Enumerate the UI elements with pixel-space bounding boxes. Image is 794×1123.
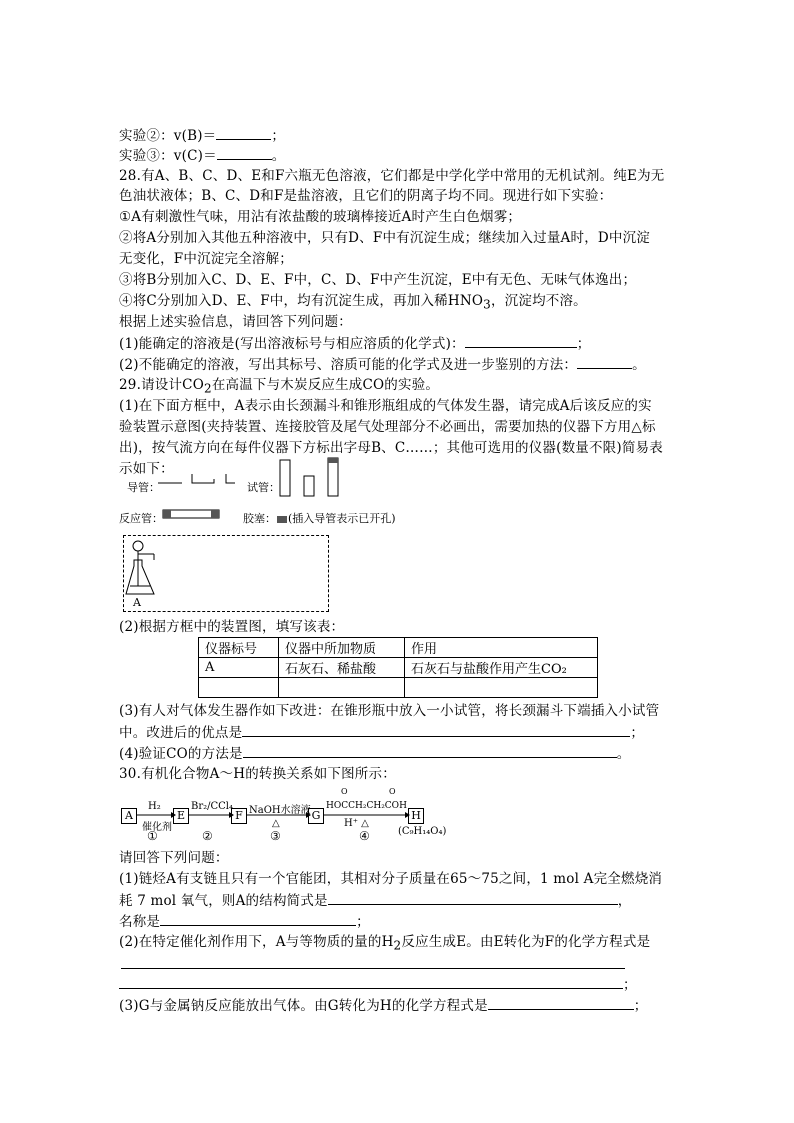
table-cell: 石灰石、稀盐酸 (279, 658, 405, 678)
stopper-label: 胶塞： (243, 512, 276, 525)
stopper-icon (277, 516, 287, 523)
tube-bent-icon (192, 474, 214, 483)
reaction-tube-label: 反应管： (119, 512, 163, 525)
reaction-tube-icon (160, 506, 225, 522)
q28-line-5: 无变化，F中沉淀完全溶解； (119, 251, 293, 267)
q30-line-4 (119, 890, 631, 911)
answer-blank[interactable] (242, 722, 630, 737)
step1-number: ① (147, 829, 158, 843)
answer-line[interactable] (121, 968, 625, 969)
q29-line-6b (119, 722, 644, 743)
tube-elbow-icon (226, 474, 235, 483)
arrow-right-icon (229, 812, 234, 818)
table-cell[interactable] (199, 678, 279, 698)
q28-line-2: 色油状液体；B、C、D和F是盐溶液，且它们的阴离子均不同。现进行如下实验： (119, 188, 613, 204)
table-cell[interactable] (405, 678, 598, 698)
text: (4)验证CO的方法是 (119, 746, 243, 762)
node-G: G (308, 808, 324, 824)
text: 反应生成E。由E转化为F的化学方程式是 (401, 934, 651, 950)
text: 29.请设计CO (119, 377, 204, 393)
punct: 。 (632, 357, 646, 373)
q29-table-intro: (2)根据方框中的装置图，填写该表： (119, 619, 345, 635)
step4-oxygen: O (341, 787, 348, 796)
h-formula: (C₉H₁₄O₄) (398, 826, 447, 837)
text: (3)G与金属钠反应能放出气体。由G转化为H的化学方程式是 (119, 998, 488, 1014)
subscript: 2 (393, 938, 402, 953)
stopper-icon (328, 458, 338, 463)
table-header: 仪器标号 (199, 638, 279, 658)
q30-line-6 (119, 932, 650, 956)
step3-reagent: NaOH水溶液 (249, 805, 311, 816)
step4-condition: H⁺ △ (344, 818, 369, 829)
line-exp2 (119, 125, 285, 146)
q28-line-9 (119, 333, 590, 354)
punct: 。 (616, 746, 631, 762)
subscript: 3 (483, 297, 491, 312)
punct: ； (356, 914, 370, 930)
testtube-icons (276, 456, 346, 501)
exp3-text: 实验③：v(C)＝ (119, 148, 217, 164)
text: 名称是 (119, 914, 161, 930)
answer-blank[interactable] (160, 911, 356, 926)
step3-number: ③ (270, 829, 281, 843)
table-row (199, 658, 598, 678)
punct: ； (271, 128, 286, 144)
text: ④将C分别加入D、E、F中，均有沉淀生成，再加入稀HNO (119, 293, 484, 309)
q29-line-7 (119, 743, 630, 764)
step4-oxygen: O (389, 787, 396, 796)
stopper-label-group (243, 510, 396, 526)
q29-line-5: 示如下： (119, 461, 174, 477)
text: 中。改进后的优点是 (119, 725, 243, 741)
q30-line-7 (119, 974, 637, 995)
step4-reagent: HOCCH₂CH₂COH (326, 801, 407, 811)
node-E: E (173, 808, 189, 824)
q28-line-10 (119, 354, 646, 375)
exp2-text: 实验②：v(B)＝ (119, 128, 217, 144)
text: ，沉淀均不溶。 (490, 293, 587, 309)
q28-line-8: 根据上述实验信息，请回答下列问题： (119, 314, 352, 330)
answer-blank[interactable] (216, 125, 271, 140)
punct: ， (617, 893, 632, 909)
text: 在高温下与木炭反应生成CO的实验。 (211, 377, 440, 393)
q28-line-3: ①A有刺激性气味，用沾有浓盐酸的玻璃棒接近A时产生白色烟雾； (119, 209, 522, 225)
text: (2)在特定催化剂作用下，A与等物质的量的H (119, 934, 394, 950)
q29-line-6a: (3)有人对气体发生器作如下改进：在锥形瓶中放入一小试管，将长颈漏斗下端插入小试管 (119, 703, 660, 719)
node-F: F (231, 808, 247, 824)
answer-blank[interactable] (217, 145, 272, 160)
text: (1)能确定的溶液是(写出溶液标号与相应溶质的化学式)： (119, 336, 465, 352)
q29-line-3: 验装置示意图(夹持装置、连接胶管及尾气处理部分不必画出，需要加热的仪器下方用△标 (119, 419, 656, 435)
testtube-small-icon (304, 476, 314, 496)
subscript: 2 (203, 381, 212, 396)
answer-blank[interactable] (465, 333, 577, 348)
table-header: 仪器中所加物质 (279, 638, 405, 658)
q28-line-4: ②将A分别加入其他五种溶液中，只有D、F中有沉淀生成；继续加入过量A时，D中沉淀 (119, 230, 651, 246)
step2-reagent: Br₂/CCl₄ (191, 801, 234, 812)
punct: ； (633, 998, 648, 1014)
q30-line-3: (1)链烃A有支链且只有一个官能团，其相对分子质量在65～75之间，1 mol A完全燃烧消 (119, 871, 663, 887)
table-header-row (199, 638, 598, 658)
text: (2)不能确定的溶液，写出其标号、溶质可能的化学式及进一步鉴别的方法： (119, 357, 578, 373)
answer-blank[interactable] (577, 354, 632, 369)
table-row[interactable] (199, 678, 598, 698)
tube-label: 导管： (127, 481, 160, 494)
punct: ； (623, 977, 637, 993)
testtube-large-icon (280, 460, 290, 496)
testtube-stoppered-icon (328, 458, 338, 496)
punct: ； (576, 336, 591, 352)
apparatus-table (198, 637, 598, 698)
generator-letter: A (133, 596, 141, 609)
punct: 。 (271, 148, 286, 164)
table-cell: 石灰石与盐酸作用产生CO₂ (405, 658, 598, 678)
answer-blank[interactable] (488, 995, 634, 1010)
table-header: 作用 (405, 638, 598, 658)
node-A: A (121, 808, 137, 824)
punct: ； (630, 725, 645, 741)
q30-line-5 (119, 911, 370, 932)
step1-reagent: H₂ (148, 801, 161, 812)
q28-line-6: ③将B分别加入C、D、E、F中，C、D、F中产生沉淀，E中有无色、无味气体逸出； (119, 272, 637, 288)
q30-line-1: 30.有机化合物A～H的转换关系如下图所示： (119, 766, 396, 782)
q29-line-4: 出)，按气流方向在每件仪器下方标出字母B、C……；其他可选用的仪器(数量不限)简易表 (119, 440, 663, 456)
table-cell[interactable] (279, 678, 405, 698)
step2-number: ② (202, 829, 213, 843)
arrow-right-icon (405, 812, 410, 818)
q28-line-1: 28.有A、B、C、D、E和F六瓶无色溶液，它们都是中学化学中常用的无机试剂。纯E为无 (119, 168, 665, 184)
answer-blank[interactable] (328, 890, 618, 905)
answer-blank[interactable] (243, 743, 617, 758)
stopper-note: (插入导管表示已开孔) (288, 512, 396, 525)
table-cell: A (199, 658, 279, 678)
q30-line-8 (119, 995, 647, 1016)
step4-number: ④ (359, 829, 370, 843)
testtube-label: 试管： (247, 481, 280, 494)
q29-line-2: (1)在下面方框中，A表示由长颈漏斗和锥形瓶组成的气体发生器，请完成A后该反应的实 (119, 398, 652, 414)
text: 耗 7 mol 氧气，则A的结构简式是 (119, 893, 328, 909)
answer-blank[interactable] (119, 974, 623, 989)
line-exp3 (119, 145, 286, 166)
node-H: H (408, 808, 424, 824)
step1-condition: 催化剂 (142, 822, 172, 833)
step3-condition: △ (272, 818, 280, 829)
q30-line-2: 请回答下列问题： (119, 850, 229, 866)
